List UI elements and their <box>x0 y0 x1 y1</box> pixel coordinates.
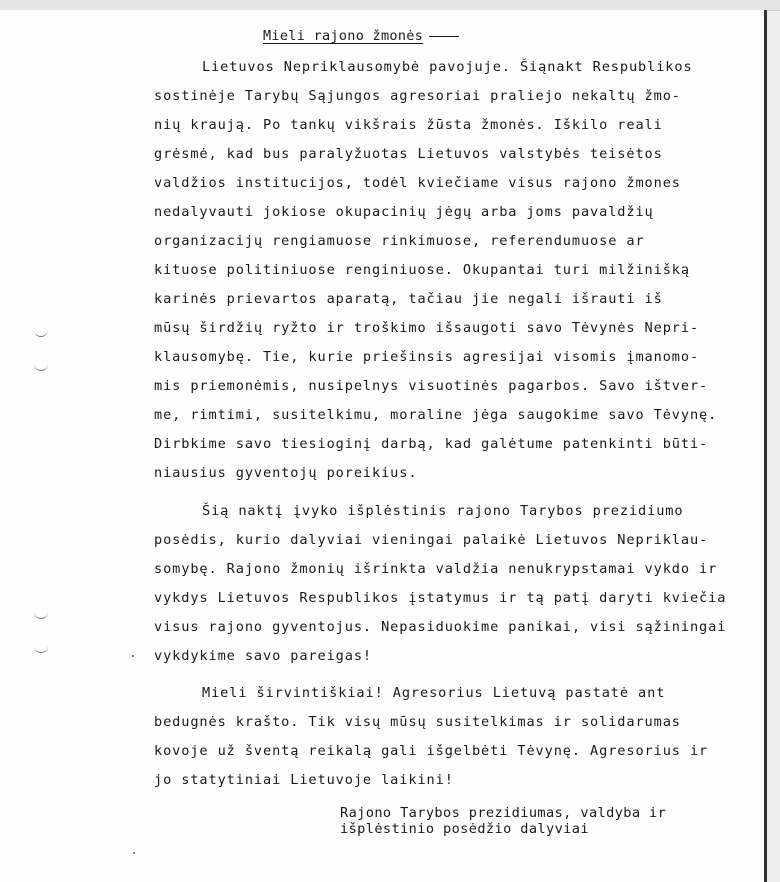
signature-line: išplėstinio posėdžio dalyviai <box>340 821 589 837</box>
body-line: kituose politiniuose renginiuose. Okupantai turi milžinišką <box>154 262 690 278</box>
document-title <box>263 28 459 44</box>
title-underline-tail <box>429 36 459 37</box>
binder-hole-mark <box>34 644 48 653</box>
body-line: organizacijų rengiamuose rinkimuose, referendumuose ar <box>154 233 645 249</box>
body-line: niausius gyventojų poreikius. <box>154 465 418 481</box>
body-line: visus rajono gyventojus. Nepasiduokime panikai, visi sąžiningai <box>154 619 727 635</box>
body-line: somybę. Rajono žmonių išrinkta valdžia nenukrypstamai vykdo ir <box>154 561 718 577</box>
body-line: Dirbkime savo tiesioginį darbą, kad galėtume patenkinti būti- <box>154 436 709 452</box>
binder-hole-mark <box>34 328 48 337</box>
title-text: Mieli rajono žmonės <box>263 28 424 44</box>
ink-speck <box>133 852 135 854</box>
body-line: sostinėje Tarybų Sąjungos agresoriai praliejo nekaltų žmo- <box>154 88 681 104</box>
binder-hole-mark <box>34 610 48 619</box>
body-line: karinės prievartos aparatą, tačiau jie negali išrauti iš <box>154 291 663 307</box>
ink-speck <box>132 655 134 657</box>
body-line: Lietuvos Nepriklausomybė pavojuje. Šiąnakt Respublikos <box>202 59 693 75</box>
body-line: mis priemonėmis, nusipelnys visuotinės pagarbos. Savo ištver- <box>154 378 709 394</box>
binder-hole-mark <box>34 362 48 371</box>
body-line: vykdykime savo pareigas! <box>154 648 373 664</box>
body-line: nių kraują. Po tankų vikšrais žūsta žmonės. Iškilo reali <box>154 117 663 133</box>
body-line: nedalyvauti jokiose okupacinių jėgų arba joms pavaldžių <box>154 204 654 220</box>
body-line: jo statytiniai Lietuvoje laikini! <box>154 772 454 788</box>
body-line: me, rimtimi, susitelkimu, moraline jėga saugokime savo Tėvynę. <box>154 407 718 423</box>
body-line: klausomybę. Tie, kurie priešinsis agresijai visomis įmanomo- <box>154 349 700 365</box>
document-page <box>0 10 767 882</box>
body-line: posėdis, kurio dalyviai vieningai palaikė Lietuvos Nepriklau- <box>154 532 709 548</box>
body-line: Šią naktį įvyko išplėstinis rajono Tarybos prezidiumo <box>202 503 684 519</box>
body-line: kovoje už šventą reikalą gali išgelbėti Tėvynę. Agresorius ir <box>154 743 709 759</box>
body-line: bedugnės krašto. Tik visų mūsų susitelkimas ir solidarumas <box>154 714 681 730</box>
body-line: Mieli širvintiškiai! Agresorius Lietuvą pastatė ant <box>202 685 666 701</box>
body-line: valdžios institucijos, todėl kviečiame visus rajono žmones <box>154 175 681 191</box>
body-line: mūsų širdžių ryžto ir troškimo išsaugoti savo Tėvynės Nepri- <box>154 320 700 336</box>
signature-line: Rajono Tarybos prezidiumas, valdyba ir <box>340 805 667 821</box>
body-line: vykdys Lietuvos Respublikos įstatymus ir tą patį daryti kviečia <box>154 590 727 606</box>
body-line: grėsmė, kad bus paralyžuotas Lietuvos valstybės teisėtos <box>154 146 663 162</box>
